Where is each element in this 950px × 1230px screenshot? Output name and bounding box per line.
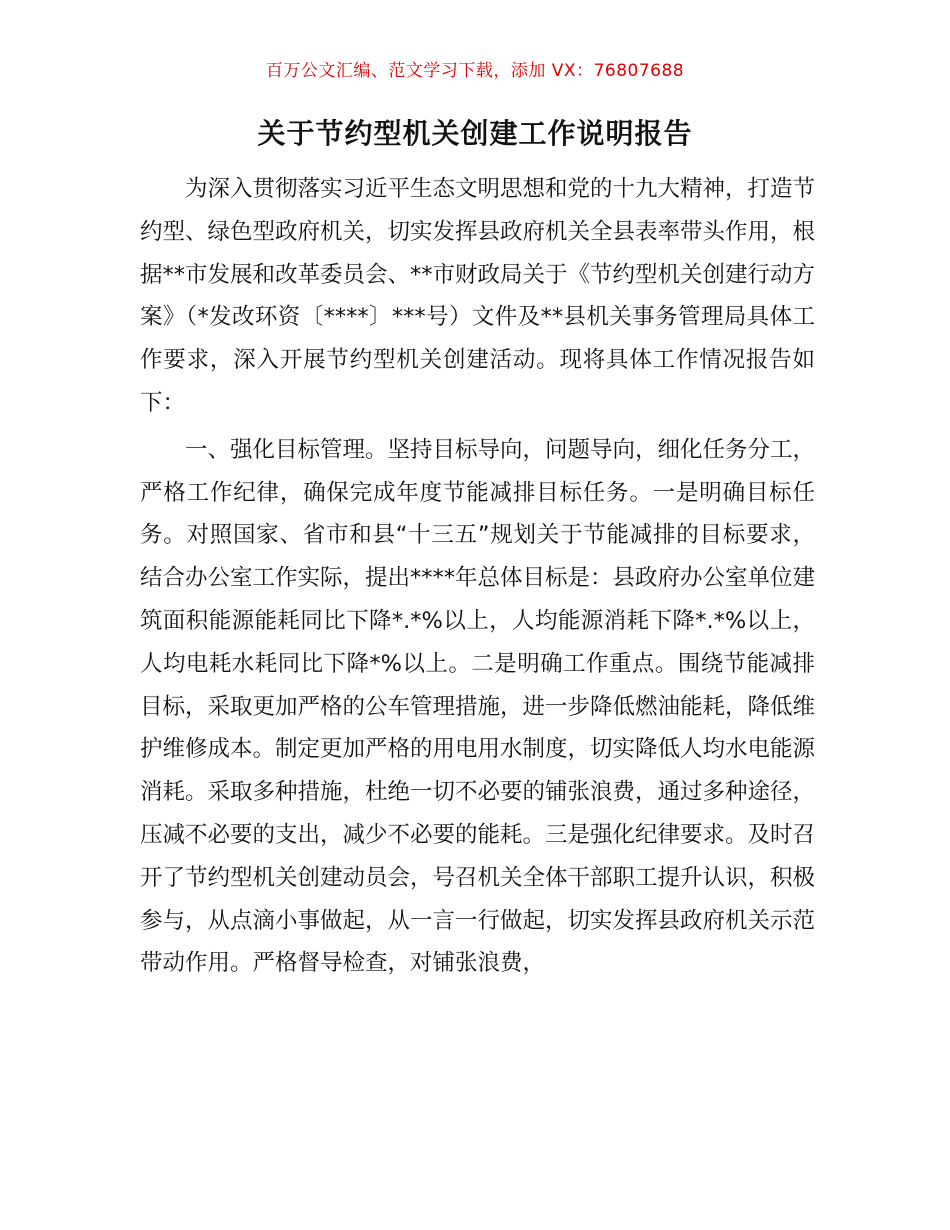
- header-watermark-note: 百万公文汇编、范文学习下载，添加 VX：76807688: [265, 61, 685, 81]
- paragraph-section-1: 一、强化目标管理。坚持目标导向，问题导向，细化任务分工，严格工作纪律，确保完成年度节能减排目标任务。一是明确目标任务。对照国家、省市和县“十三五”规划关于节能减排的目标要求，结合办公室工作实际，提出****年总体目标是：县政府办公室单位建筑面积能源能耗同比下降*.*%以上，人均能源消耗下降*.*%以上，人均电耗水耗同比下降*%以上。二是明确工作重点。围绕节能减排目标，采取更加严格的公车管理措施，进一步降低燃油能耗，降低维护维修成本。制定更加严格的用电用水制度，切实降低人均水电能源消耗。采取多种措施，杜绝一切不必要的铺张浪费，通过多种途径，压减不必要的支出，减少不必要的能耗。三是强化纪律要求。及时召开了节约型机关创建动员会，号召机关全体干部职工提升认识，积极参与，从点滴小事做起，从一言一行做起，切实发挥县政府机关示范带动作用。严格督导检查，对铺张浪费，: [140, 436, 816, 977]
- paragraph-intro: 为深入贯彻落实习近平生态文明思想和党的十九大精神，打造节约型、绿色型政府机关，切实发挥县政府机关全县表率带头作用，根据**市发展和改革委员会、**市财政局关于《节约型机关创建行动方案》（*发改环资〔****〕***号）文件及**县机关事务管理局具体工作要求，深入开展节约型机关创建活动。现将具体工作情况报告如下：: [140, 176, 816, 416]
- document-body: [140, 168, 815, 985]
- document-title: 关于节约型机关创建工作说明报告: [257, 117, 693, 150]
